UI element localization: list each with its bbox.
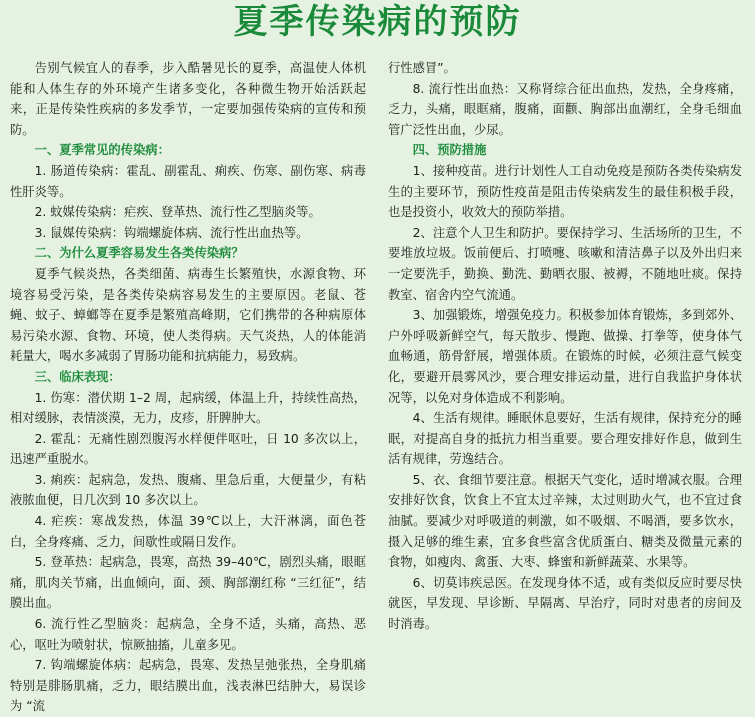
page-title: 夏季传染病的预防	[233, 2, 522, 42]
list-item-continuation: 行性感冒”。	[388, 61, 456, 75]
right-column	[388, 58, 742, 635]
section-heading-common-diseases: 一、夏季常见的传染病：	[34, 143, 170, 158]
list-item: 3. 痢疾：起病急，发热、腹痛、里急后重，大便量少，有粘液脓血便，日几次到 10 多次以上。	[10, 472, 366, 508]
list-item: 1. 伤寒：潜伏期 1–2 周，起病缓，体温上升，持续性高热，相对缓脉，表情淡漠，无力，皮疹，肝脾肿大。	[10, 390, 366, 426]
list-item: 7. 钩端螺旋体病：起病急，畏寒、发热呈弛张热，全身肌痛特别是腓肠肌痛，乏力，眼结膜出血，浅表淋巴结肿大，易误诊为 “流	[10, 658, 366, 714]
section-heading-prevention: 四、预防措施	[412, 143, 487, 158]
left-column	[10, 58, 366, 717]
list-item: 2. 蚊媒传染病：疟疾、登革热、流行性乙型脑炎等。	[34, 205, 321, 220]
why-paragraph: 夏季气候炎热，各类细菌、病毒生长繁殖快，水源食物、环境容易受污染，是各类传染病容易发生的主要原因。老鼠、苍蝇、蚊子、蟑螂等在夏季是繁殖高峰期，它们携带的各种病原体易污染水源、食物、环境，使人类得病。天气炎热，人的体能消耗量大，喝水多减弱了胃肠功能和抗病能力，易致病。	[10, 266, 366, 364]
prevention-paragraph: 3、加强锻炼，增强免疫力。积极参加体育锻炼，多到郊外、户外呼吸新鲜空气，每天散步、慢跑、做操、打拳等，使身体气血畅通，筋骨舒展，增强体质。在锻炼的时候，必须注意气候变化，要避开晨雾风沙，要合理安排运动量，进行自我监护身体状况等，以免对身体造成不利影响。	[388, 308, 742, 405]
intro-paragraph: 告别气候宜人的春季，步入酷暑见长的夏季，高温使人体机能和人体生存的外环境产生诸多变化，各种微生物开始活跃起来，正是传染性疾病的多发季节，一定要加强传染病的宣传和预防。	[10, 61, 366, 137]
section-heading-why: 二、为什么夏季容易发生各类传染病？	[34, 246, 244, 261]
prevention-paragraph: 1、接种疫苗。进行计划性人工自动免疫是预防各类传染病发生的主要环节，预防性疫苗是阻击传染病发生的最佳积极手段，也是投资小，收效大的预防举措。	[388, 163, 742, 220]
list-item: 3. 鼠媒传染病：钩端螺旋体病、流行性出血热等。	[34, 225, 309, 240]
list-item: 8. 流行性出血热：又称肾综合征出血热，发热，全身疼痛，乏力，头痛，眼眶痛，腹痛，面颧、胸部出血潮红，全身毛细血管广泛性出血，少尿。	[388, 81, 742, 137]
prevention-paragraph: 5、衣、食细节要注意。根据天气变化，适时增减衣服。合理安排好饮食，饮食上不宜太过辛辣，太过则助火气，也不宜过食油腻。要减少对呼吸道的刺激，如不吸烟、不喝酒，要多饮水，摄入足够的维生素，宜多食些富含优质蛋白、糖类及微量元素的食物，如瘦肉、禽蛋、大枣、蜂蜜和新鲜蔬菜、水果等。	[388, 472, 742, 570]
prevention-paragraph: 4、生活有规律。睡眠休息要好，生活有规律，保持充分的睡眠，对提高自身的抵抗力相当重要。要合理安排好作息，做到生活有规律，劳逸结合。	[388, 411, 742, 467]
list-item: 1. 肠道传染病：霍乱、副霍乱、痢疾、伤寒、副伤寒、病毒性肝炎等。	[10, 163, 366, 199]
list-item: 2. 霍乱：无痛性剧烈腹泻水样便伴呕吐，日 10 多次以上，迅速严重脱水。	[10, 431, 366, 467]
section-heading-clinical: 三、临床表现：	[34, 369, 121, 384]
list-item: 6. 流行性乙型脑炎：起病急，全身不适，头痛，高热、恶心，呕吐为喷射状，惊厥抽搐，儿童多见。	[10, 617, 366, 652]
prevention-paragraph: 2、注意个人卫生和防护。要保持学习、生活场所的卫生，不要堆放垃圾。饭前便后、打喷嚏、咳嗽和清洁鼻子以及外出归来一定要洗手，勤换、勤洗、勤晒衣服、被褥，不随地吐痰。保持教室、宿舍内空气流通。	[388, 225, 742, 302]
list-item: 4. 疟疾：寒战发热，体温 39℃以上，大汗淋漓，面色苍白，全身疼痛、乏力，间歇性或隔日发作。	[10, 514, 366, 549]
prevention-paragraph: 6、切莫讳疾忌医。在发现身体不适，或有类似反应时要尽快就医，早发现、早诊断、早隔离、早治疗，同时对患者的房间及时消毒。	[388, 575, 742, 632]
list-item: 5. 登革热：起病急，畏寒，高热 39–40℃，剧烈头痛，眼眶痛，肌肉关节痛，出血倾向，面、颈、胸部潮红称 “三红征”，结膜出血。	[10, 555, 366, 611]
